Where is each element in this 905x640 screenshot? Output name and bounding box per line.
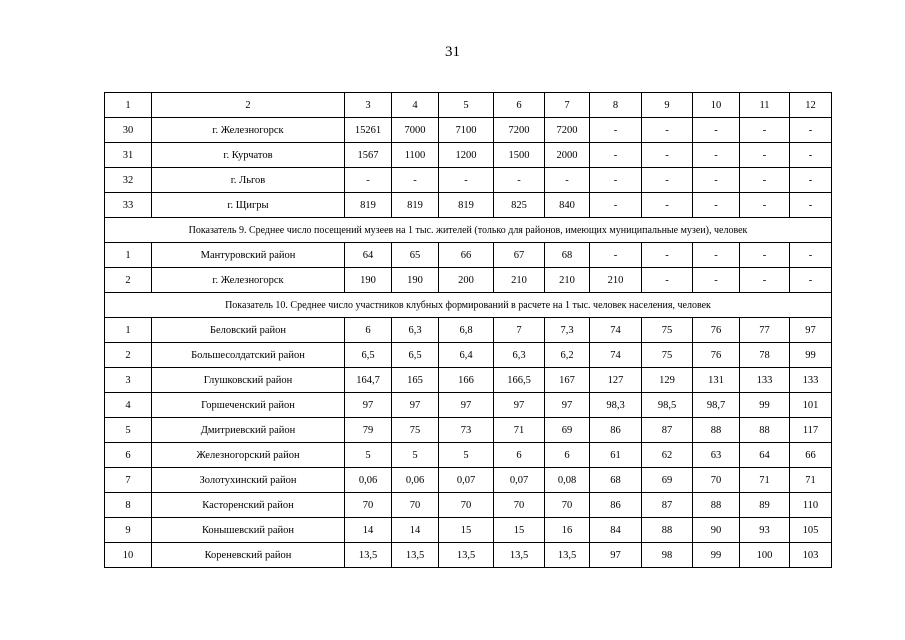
value-cell: 6 [494, 443, 545, 468]
value-cell: 6,3 [494, 343, 545, 368]
row-number-cell: 8 [105, 493, 152, 518]
value-cell: 7 [545, 93, 590, 118]
value-cell: - [790, 268, 832, 293]
value-cell: - [642, 118, 693, 143]
value-cell: 6,8 [439, 318, 494, 343]
territory-name-cell: Дмитриевский район [152, 418, 345, 443]
value-cell: 74 [590, 343, 642, 368]
value-cell: 127 [590, 368, 642, 393]
value-cell: 87 [642, 418, 693, 443]
value-cell: 0,06 [345, 468, 392, 493]
value-cell: 1567 [345, 143, 392, 168]
value-cell: 6,3 [392, 318, 439, 343]
value-cell: 7 [494, 318, 545, 343]
territory-name-cell: Мантуровский район [152, 243, 345, 268]
value-cell: - [740, 168, 790, 193]
territory-name-cell: Глушковский район [152, 368, 345, 393]
value-cell: - [642, 268, 693, 293]
value-cell: 71 [740, 468, 790, 493]
value-cell: 6,4 [439, 343, 494, 368]
value-cell: - [790, 168, 832, 193]
value-cell: 6 [545, 443, 590, 468]
value-cell: 15261 [345, 118, 392, 143]
value-cell: 78 [740, 343, 790, 368]
value-cell: 210 [590, 268, 642, 293]
territory-name-cell: Беловский район [152, 318, 345, 343]
row-number-cell: 5 [105, 418, 152, 443]
value-cell: 7200 [494, 118, 545, 143]
value-cell: 101 [790, 393, 832, 418]
value-cell: 71 [790, 468, 832, 493]
value-cell: 70 [545, 493, 590, 518]
row-number-cell: 9 [105, 518, 152, 543]
value-cell: 64 [345, 243, 392, 268]
value-cell: 90 [693, 518, 740, 543]
value-cell: 8 [590, 93, 642, 118]
value-cell: 88 [740, 418, 790, 443]
value-cell: 0,07 [439, 468, 494, 493]
table-row [105, 343, 832, 368]
value-cell: - [590, 143, 642, 168]
table-row [105, 543, 832, 568]
value-cell: 166,5 [494, 368, 545, 393]
value-cell: - [740, 268, 790, 293]
value-cell: - [693, 143, 740, 168]
value-cell: 167 [545, 368, 590, 393]
value-cell: - [439, 168, 494, 193]
value-cell: 105 [790, 518, 832, 543]
value-cell: 88 [642, 518, 693, 543]
value-cell: 6 [494, 93, 545, 118]
value-cell: 165 [392, 368, 439, 393]
territory-name-cell: 2 [152, 93, 345, 118]
value-cell: 0,08 [545, 468, 590, 493]
row-number-cell: 1 [105, 243, 152, 268]
table-row [105, 518, 832, 543]
value-cell: 67 [494, 243, 545, 268]
territory-name-cell: Горшеченский район [152, 393, 345, 418]
row-number-cell: 32 [105, 168, 152, 193]
value-cell: 129 [642, 368, 693, 393]
value-cell: 68 [590, 468, 642, 493]
value-cell: 131 [693, 368, 740, 393]
territory-name-cell: Большесолдатский район [152, 343, 345, 368]
value-cell: 200 [439, 268, 494, 293]
value-cell: 98,3 [590, 393, 642, 418]
value-cell: 71 [494, 418, 545, 443]
value-cell: 166 [439, 368, 494, 393]
value-cell: 75 [392, 418, 439, 443]
territory-name-cell: г. Железногорск [152, 268, 345, 293]
value-cell: 12 [790, 93, 832, 118]
value-cell: 99 [790, 343, 832, 368]
value-cell: 73 [439, 418, 494, 443]
value-cell: 7200 [545, 118, 590, 143]
value-cell: 98,7 [693, 393, 740, 418]
table-row [105, 418, 832, 443]
table-row [105, 468, 832, 493]
value-cell: 70 [494, 493, 545, 518]
page-number: 31 [445, 44, 460, 60]
value-cell: 16 [545, 518, 590, 543]
value-cell: 99 [693, 543, 740, 568]
header-row [105, 93, 832, 118]
value-cell: - [642, 243, 693, 268]
indicator-table [104, 92, 832, 568]
value-cell: - [693, 243, 740, 268]
value-cell: - [642, 193, 693, 218]
value-cell: 61 [590, 443, 642, 468]
value-cell: - [740, 243, 790, 268]
territory-name-cell: г. Льгов [152, 168, 345, 193]
value-cell: 190 [392, 268, 439, 293]
value-cell: 825 [494, 193, 545, 218]
value-cell: 97 [345, 393, 392, 418]
territory-name-cell: Касторенский район [152, 493, 345, 518]
territory-name-cell: г. Курчатов [152, 143, 345, 168]
value-cell: 13,5 [494, 543, 545, 568]
table-row [105, 243, 832, 268]
section-row-indicator-9 [105, 218, 832, 243]
value-cell: 76 [693, 318, 740, 343]
value-cell: - [790, 243, 832, 268]
row-number-cell: 1 [105, 93, 152, 118]
value-cell: 14 [345, 518, 392, 543]
value-cell: - [590, 168, 642, 193]
row-number-cell: 1 [105, 318, 152, 343]
value-cell: 13,5 [392, 543, 439, 568]
territory-name-cell: Кореневский район [152, 543, 345, 568]
value-cell: 84 [590, 518, 642, 543]
value-cell: 7100 [439, 118, 494, 143]
value-cell: 97 [494, 393, 545, 418]
value-cell: 69 [545, 418, 590, 443]
value-cell: 133 [790, 368, 832, 393]
value-cell: 6 [345, 318, 392, 343]
row-number-cell: 31 [105, 143, 152, 168]
value-cell: 79 [345, 418, 392, 443]
value-cell: 15 [494, 518, 545, 543]
row-number-cell: 2 [105, 343, 152, 368]
value-cell: - [693, 118, 740, 143]
value-cell: 5 [345, 443, 392, 468]
table-row [105, 393, 832, 418]
value-cell: 98,5 [642, 393, 693, 418]
value-cell: 65 [392, 243, 439, 268]
value-cell: 63 [693, 443, 740, 468]
value-cell: 7,3 [545, 318, 590, 343]
territory-name-cell: г. Железногорск [152, 118, 345, 143]
value-cell: - [545, 168, 590, 193]
value-cell: 86 [590, 418, 642, 443]
section-title: Показатель 10. Среднее число участников клубных формирований в расчете на 1 тыс. человек населения, человек [105, 293, 832, 318]
table-row [105, 168, 832, 193]
value-cell: 66 [439, 243, 494, 268]
value-cell: 70 [693, 468, 740, 493]
row-number-cell: 10 [105, 543, 152, 568]
value-cell: 97 [590, 543, 642, 568]
value-cell: - [642, 168, 693, 193]
row-number-cell: 30 [105, 118, 152, 143]
value-cell: 87 [642, 493, 693, 518]
value-cell: 75 [642, 318, 693, 343]
row-number-cell: 2 [105, 268, 152, 293]
value-cell: 70 [345, 493, 392, 518]
value-cell: 1500 [494, 143, 545, 168]
value-cell: 10 [693, 93, 740, 118]
value-cell: 97 [392, 393, 439, 418]
row-number-cell: 7 [105, 468, 152, 493]
value-cell: - [740, 143, 790, 168]
value-cell: 164,7 [345, 368, 392, 393]
table-row [105, 443, 832, 468]
value-cell: 11 [740, 93, 790, 118]
row-number-cell: 33 [105, 193, 152, 218]
value-cell: - [590, 243, 642, 268]
value-cell: 1100 [392, 143, 439, 168]
value-cell: 840 [545, 193, 590, 218]
value-cell: 2000 [545, 143, 590, 168]
value-cell: 100 [740, 543, 790, 568]
value-cell: - [392, 168, 439, 193]
value-cell: 64 [740, 443, 790, 468]
section-row-indicator-10 [105, 293, 832, 318]
value-cell: 110 [790, 493, 832, 518]
value-cell: 1200 [439, 143, 494, 168]
value-cell: 6,2 [545, 343, 590, 368]
value-cell: - [693, 193, 740, 218]
value-cell: 3 [345, 93, 392, 118]
value-cell: 5 [392, 443, 439, 468]
value-cell: 117 [790, 418, 832, 443]
value-cell: - [740, 118, 790, 143]
value-cell: - [590, 118, 642, 143]
value-cell: 68 [545, 243, 590, 268]
value-cell: 70 [439, 493, 494, 518]
value-cell: 62 [642, 443, 693, 468]
value-cell: 210 [494, 268, 545, 293]
value-cell: 97 [790, 318, 832, 343]
value-cell: 819 [392, 193, 439, 218]
value-cell: 5 [439, 443, 494, 468]
value-cell: 88 [693, 418, 740, 443]
value-cell: 74 [590, 318, 642, 343]
value-cell: 69 [642, 468, 693, 493]
value-cell: - [790, 143, 832, 168]
value-cell: 98 [642, 543, 693, 568]
section-title: Показатель 9. Среднее число посещений музеев на 1 тыс. жителей (только для районов, имеющих муниципальные музеи), человек [105, 218, 832, 243]
table-row [105, 193, 832, 218]
value-cell: 0,07 [494, 468, 545, 493]
value-cell: 6,5 [345, 343, 392, 368]
value-cell: 76 [693, 343, 740, 368]
table-row [105, 143, 832, 168]
value-cell: 70 [392, 493, 439, 518]
value-cell: 103 [790, 543, 832, 568]
territory-name-cell: г. Щигры [152, 193, 345, 218]
value-cell: 99 [740, 393, 790, 418]
value-cell: 77 [740, 318, 790, 343]
value-cell: - [693, 168, 740, 193]
value-cell: - [642, 143, 693, 168]
value-cell: 13,5 [439, 543, 494, 568]
table-row [105, 318, 832, 343]
value-cell: - [345, 168, 392, 193]
value-cell: 133 [740, 368, 790, 393]
table-row [105, 493, 832, 518]
table-row [105, 268, 832, 293]
row-number-cell: 3 [105, 368, 152, 393]
value-cell: 819 [345, 193, 392, 218]
value-cell: 210 [545, 268, 590, 293]
value-cell: - [740, 193, 790, 218]
value-cell: 89 [740, 493, 790, 518]
value-cell: 7000 [392, 118, 439, 143]
value-cell: 97 [545, 393, 590, 418]
value-cell: 6,5 [392, 343, 439, 368]
value-cell: 819 [439, 193, 494, 218]
value-cell: 14 [392, 518, 439, 543]
territory-name-cell: Конышевский район [152, 518, 345, 543]
territory-name-cell: Золотухинский район [152, 468, 345, 493]
value-cell: 88 [693, 493, 740, 518]
value-cell: 66 [790, 443, 832, 468]
value-cell: 13,5 [345, 543, 392, 568]
value-cell: 0,06 [392, 468, 439, 493]
value-cell: 4 [392, 93, 439, 118]
value-cell: 93 [740, 518, 790, 543]
value-cell: - [494, 168, 545, 193]
value-cell: - [693, 268, 740, 293]
territory-name-cell: Железногорский район [152, 443, 345, 468]
value-cell: - [590, 193, 642, 218]
value-cell: 190 [345, 268, 392, 293]
value-cell: 75 [642, 343, 693, 368]
value-cell: 5 [439, 93, 494, 118]
row-number-cell: 4 [105, 393, 152, 418]
row-number-cell: 6 [105, 443, 152, 468]
value-cell: - [790, 118, 832, 143]
value-cell: 13,5 [545, 543, 590, 568]
value-cell: - [790, 193, 832, 218]
table-row [105, 118, 832, 143]
value-cell: 15 [439, 518, 494, 543]
value-cell: 86 [590, 493, 642, 518]
value-cell: 9 [642, 93, 693, 118]
table-row [105, 368, 832, 393]
value-cell: 97 [439, 393, 494, 418]
